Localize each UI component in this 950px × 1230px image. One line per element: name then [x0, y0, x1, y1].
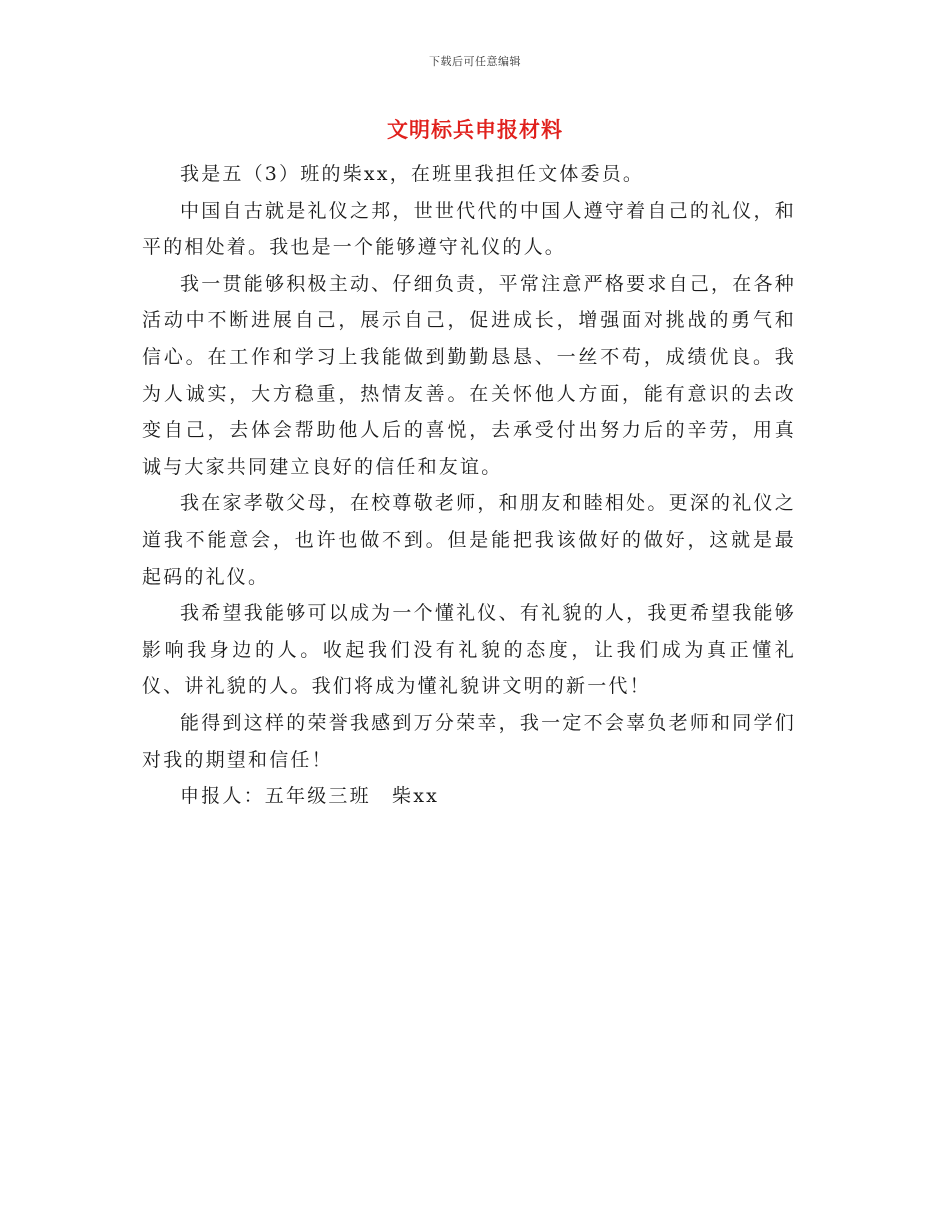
paragraph-intro: 我是五（3）班的柴xx，在班里我担任文体委员。 [180, 163, 645, 185]
paragraph-etiquette: 中国自古就是礼仪之邦，世世代代的中国人遵守着自己的礼仪，和平的相处着。我也是一个能够遵守礼仪的人。 [142, 199, 796, 259]
header-note: 下载后可任意编辑 [429, 55, 521, 68]
document-body [142, 156, 796, 815]
paragraph-conduct: 我一贯能够积极主动、仔细负责，平常注意严格要求自己，在各种活动中不断进展自己，展示自己，促进成长，增强面对挑战的勇气和信心。在工作和学习上我能做到勤勤恳恳、一丝不苟，成绩优良。我为人诚实，大方稳重，热情友善。在关怀他人方面，能有意识的去改变自己，去体会帮助他人后的喜悦，去承受付出努力后的辛劳，用真诚与大家共同建立良好的信任和友谊。 [142, 272, 796, 478]
document-title: 文明标兵申报材料 [387, 117, 563, 142]
paragraph-family-school: 我在家孝敬父母，在校尊敬老师，和朋友和睦相处。更深的礼仪之道我不能意会，也许也做不到。但是能把我该做好的做好，这就是最起码的礼仪。 [142, 492, 796, 588]
paragraph-honor: 能得到这样的荣誉我感到万分荣幸，我一定不会辜负老师和同学们对我的期望和信任！ [142, 711, 796, 771]
applicant-signature: 申报人：五年级三班 柴xx [180, 785, 440, 808]
paragraph-hope: 我希望我能够可以成为一个懂礼仪、有礼貌的人，我更希望我能够影响我身边的人。收起我们没有礼貌的态度，让我们成为真正懂礼仪、讲礼貌的人。我们将成为懂礼貌讲文明的新一代！ [142, 602, 796, 698]
